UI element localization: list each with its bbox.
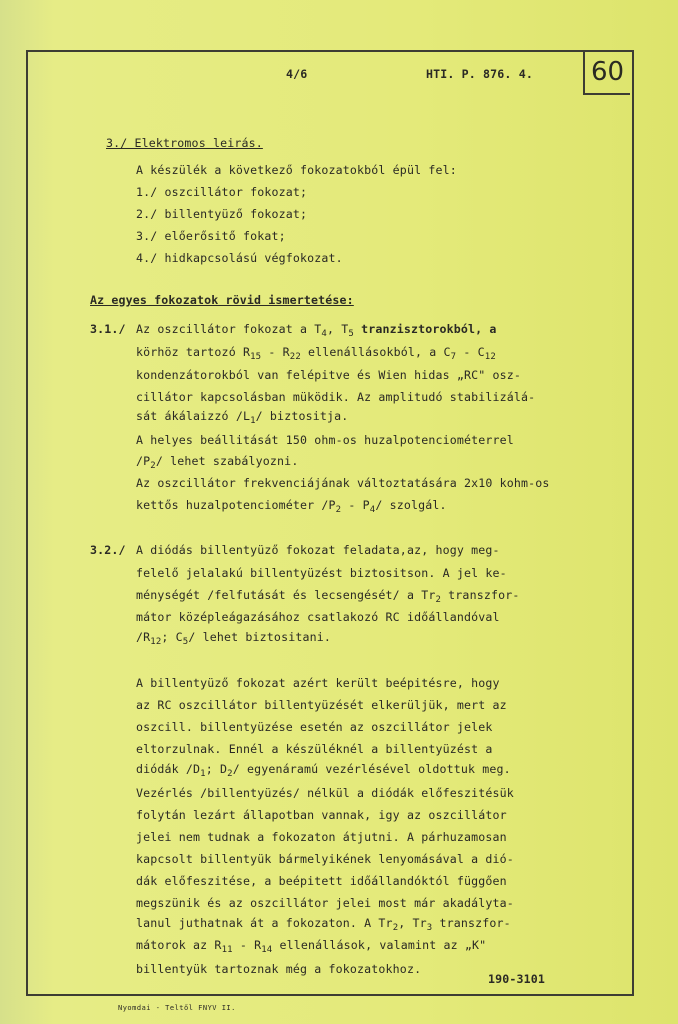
page-indicator: 4/6 bbox=[286, 67, 308, 81]
text-line: körhöz tartozó $R_{15} - R_{22}$ ellenállásokból, a $C_7 - C_{12}$ bbox=[136, 345, 496, 362]
paragraph-number: 3.1./ bbox=[90, 322, 126, 336]
text-line: Az oszcillátor frekvenciájának változtatására 2x10 kohm-os bbox=[136, 476, 550, 490]
list-item: 1./ oszcillátor fokozat; bbox=[136, 185, 308, 199]
print-info: Nyomdai - Teltől FNYV II. bbox=[118, 1004, 236, 1012]
text-line: eltorzulnak. Ennél a készüléknél a billentyüzést a bbox=[136, 742, 493, 756]
text-line: cillátor kapcsolásban müködik. Az amplitudó stabilizálá- bbox=[136, 390, 536, 404]
text-line: az RC oszcillátor billentyüzését elkerüljük, mert az bbox=[136, 698, 507, 712]
section-intro: A készülék a következő fokozatokból épül fel: bbox=[136, 163, 457, 177]
text-line: lanul juthatnak át a fokozaton. A $Tr_2$, $Tr_3$ transzfor- bbox=[136, 916, 511, 933]
text-line: ménységét /felfutását és lecsengését/ a $Tr_2$ transzfor- bbox=[136, 588, 520, 605]
text-line: Az oszcillátor fokozat a $T_4$, $T_5$ tranzisztorokból, a bbox=[136, 322, 497, 339]
page-frame-bottom-line bbox=[26, 994, 632, 996]
text-line: kondenzátorokból van felépitve és Wien hidas „RC" osz- bbox=[136, 368, 522, 382]
text-line: sát ákálaizzó $/L_1/$ biztositja. bbox=[136, 409, 349, 426]
text-line: billentyük tartoznak még a fokozatokhoz. bbox=[136, 962, 422, 976]
text-line: $/P_2/$ lehet szabályozni. bbox=[136, 454, 299, 471]
text-line: oszcill. billentyüzése esetén az oszcillátor jelek bbox=[136, 720, 493, 734]
list-item: 2./ billentyüző fokozat; bbox=[136, 207, 308, 221]
text-line: $/R_{12}$; $C_5/$ lehet biztositani. bbox=[136, 630, 331, 647]
text-line: kettős huzalpotenciométer $/P_2 - P_4/$ szolgál. bbox=[136, 498, 447, 515]
text-line: A billentyüző fokozat azért került beépitésre, hogy bbox=[136, 676, 500, 690]
sheet-number: 60 bbox=[583, 52, 630, 95]
text-line: diódák $/D_1$; $D_2/$ egyenáramú vezérlésével oldottuk meg. bbox=[136, 762, 511, 779]
text-line: A helyes beállitását 150 ohm-os huzalpotenciométerrel bbox=[136, 433, 514, 447]
text-line: A diódás billentyüző fokozat feladata,az, hogy meg- bbox=[136, 543, 500, 557]
document-reference: HTI. P. 876. 4. bbox=[426, 67, 533, 81]
text-line: kapcsolt billentyük bármelyikének lenyomásával a dió- bbox=[136, 852, 514, 866]
text-line: Vezérlés /billentyüzés/ nélkül a diódák előfeszitésük bbox=[136, 786, 514, 800]
text-line: folytán lezárt állapotban vannak, igy az oszcillátor bbox=[136, 808, 507, 822]
text-line: dák előfeszitése, a beépitett időállandóktól függően bbox=[136, 874, 507, 888]
text-line: mátorok az $R_{11} - R_{14}$ ellenállások, valamint az „K" bbox=[136, 938, 487, 955]
text-line: megszünik és az oszcillátor jelei most már akadályta- bbox=[136, 896, 514, 910]
text-line: mátor középleágazásához csatlakozó RC időállandóval bbox=[136, 610, 500, 624]
section-heading: 3./ Elektromos leirás. bbox=[106, 136, 263, 150]
subheading: Az egyes fokozatok rövid ismertetése: bbox=[90, 293, 354, 307]
text-line: felelő jelalakú billentyüzést biztositson. A jel ke- bbox=[136, 566, 507, 580]
paragraph-number: 3.2./ bbox=[90, 543, 126, 557]
list-item: 4./ hidkapcsolású végfokozat. bbox=[136, 251, 343, 265]
list-item: 3./ előerősitő fokat; bbox=[136, 229, 286, 243]
document-code: 190-3101 bbox=[488, 972, 546, 986]
text-line: jelei nem tudnak a fokozaton átjutni. A párhuzamosan bbox=[136, 830, 507, 844]
